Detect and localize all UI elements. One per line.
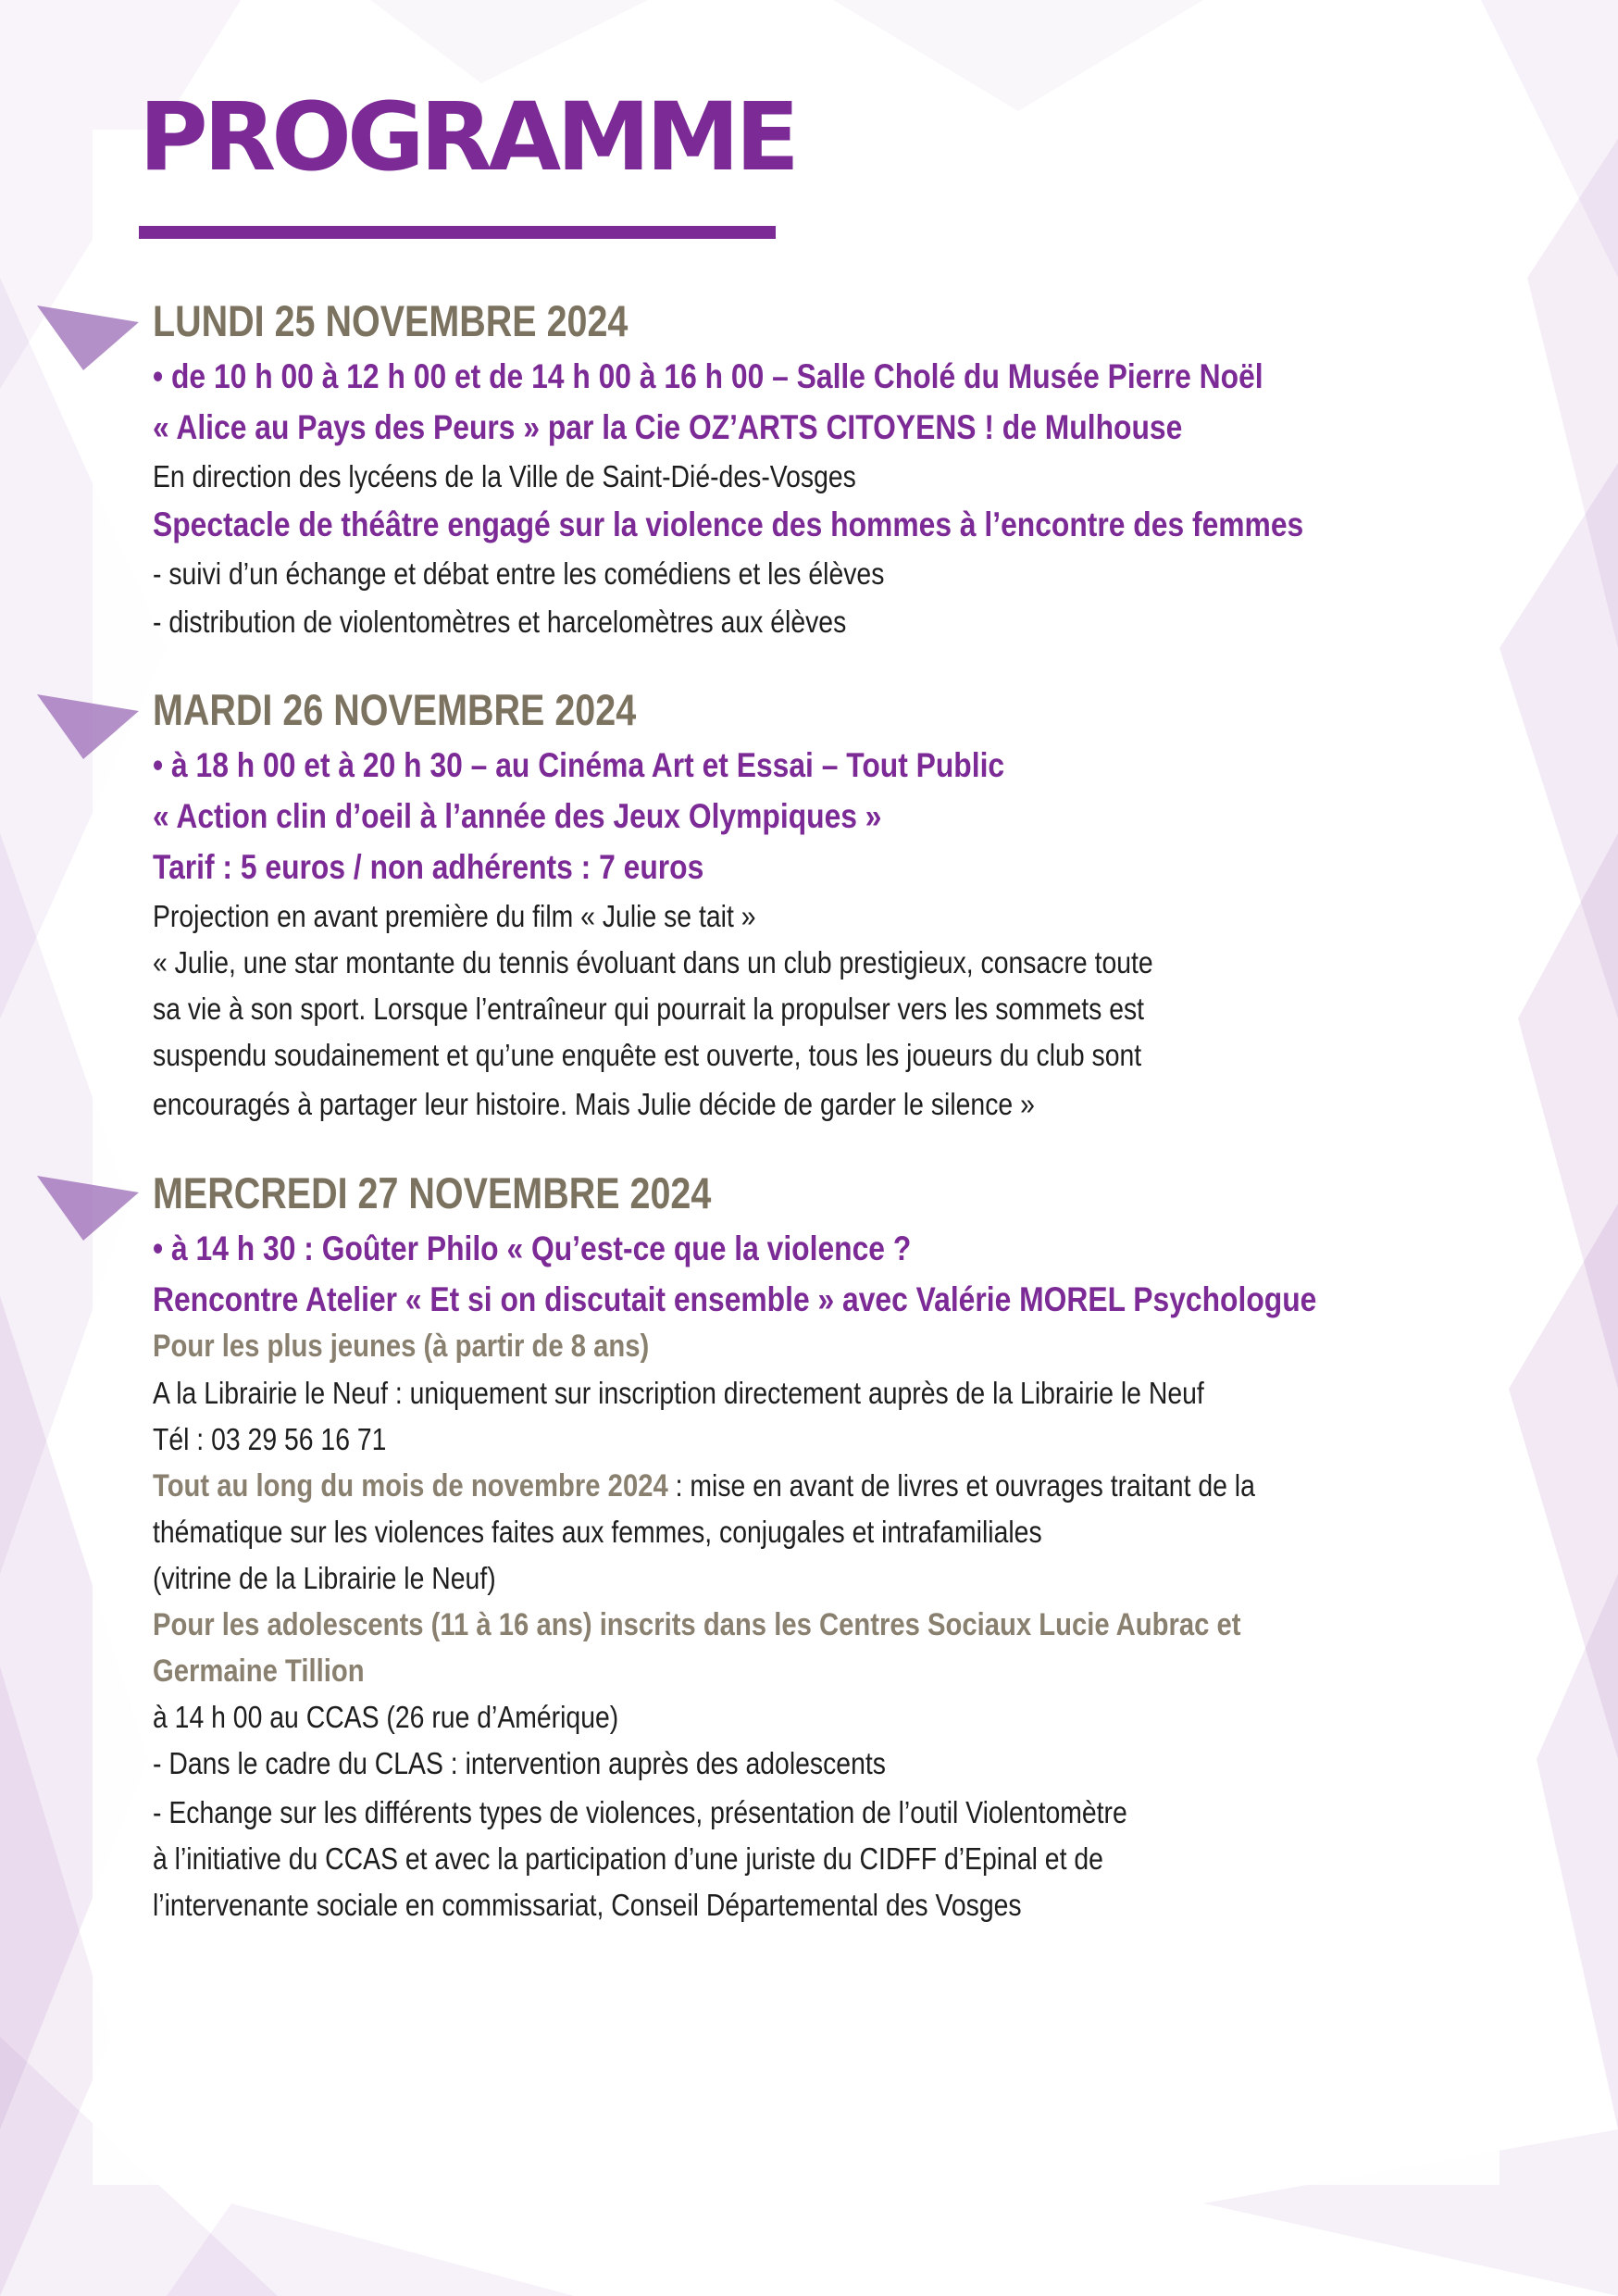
tuesday-price: Tarif : 5 euros / non adhérents : 7 euros [153, 848, 704, 886]
tuesday-synopsis-3: suspendu soudainement et qu’une enquête est ouverte, tous les joueurs du club sont [153, 1038, 1142, 1072]
tuesday-synopsis-1: « Julie, une star montante du tennis évoluant dans un club prestigieux, consacre toute [153, 945, 1153, 980]
monday-show-description: Spectacle de théâtre engagé sur la violence des hommes à l’encontre des femmes [153, 505, 1304, 543]
wednesday-clas: - Dans le cadre du CLAS : intervention auprès des adolescents [153, 1746, 886, 1780]
wednesday-month-line [153, 1467, 1255, 1505]
wednesday-month-label: Tout au long du mois de novembre 2024 [153, 1468, 668, 1504]
tuesday-synopsis-2: sa vie à son sport. Lorsque l’entraîneur qui pourrait la propulser vers les sommets est [153, 992, 1145, 1026]
page-title: PROGRAMME [139, 82, 795, 193]
wednesday-heading: MERCREDI 27 NOVEMBRE 2024 [153, 1168, 712, 1217]
tuesday-synopsis-4: encouragés à partager leur histoire. Mais Julie décide de garder le silence » [153, 1087, 1035, 1121]
wednesday-audience-young: Pour les plus jeunes (à partir de 8 ans) [153, 1329, 650, 1364]
wednesday-exchange-2: à l’initiative du CCAS et avec la participation d’une juriste du CIDFF d’Epinal et de [153, 1841, 1103, 1876]
monday-detail-2: - distribution de violentomètres et harcelomètres aux élèves [153, 605, 847, 639]
tuesday-event-title: « Action clin d’oeil à l’année des Jeux Olympiques » [153, 797, 882, 835]
monday-audience: En direction des lycéens de la Ville de Saint-Dié-des-Vosges [153, 459, 856, 493]
monday-schedule: • de 10 h 00 à 12 h 00 et de 14 h 00 à 16 h 00 – Salle Cholé du Musée Pierre Noël [153, 357, 1263, 395]
tuesday-heading: MARDI 26 NOVEMBRE 2024 [153, 685, 637, 734]
wednesday-schedule: • à 14 h 30 : Goûter Philo « Qu’est-ce que la violence ? [153, 1229, 912, 1267]
wednesday-audience-teens-2: Germaine Tillion [153, 1653, 365, 1689]
triangle-marker-icon [37, 694, 139, 759]
monday-show-title: « Alice au Pays des Peurs » par la Cie OZ’ARTS CITOYENS ! de Mulhouse [153, 408, 1183, 446]
wednesday-phone: Tél : 03 29 56 16 71 [153, 1422, 387, 1456]
title-underline [139, 226, 776, 239]
wednesday-ccas: à 14 h 00 au CCAS (26 rue d’Amérique) [153, 1700, 619, 1734]
tuesday-film: Projection en avant première du film « Julie se tait » [153, 899, 756, 933]
wednesday-exchange-3: l’intervenante sociale en commissariat, Conseil Départemental des Vosges [153, 1888, 1022, 1922]
wednesday-location: A la Librairie le Neuf : uniquement sur inscription directement auprès de la Librairie le Neuf [153, 1376, 1204, 1410]
monday-detail-1: - suivi d’un échange et débat entre les comédiens et les élèves [153, 556, 885, 591]
monday-heading: LUNDI 25 NOVEMBRE 2024 [153, 296, 629, 345]
triangle-marker-icon [37, 1176, 139, 1241]
wednesday-audience-teens: Pour les adolescents (11 à 16 ans) inscrits dans les Centres Sociaux Lucie Aubrac et [153, 1607, 1241, 1642]
wednesday-theme: thématique sur les violences faites aux femmes, conjugales et intrafamiliales [153, 1515, 1042, 1549]
wednesday-window: (vitrine de la Librairie le Neuf) [153, 1561, 496, 1595]
wednesday-month-text: : mise en avant de livres et ouvrages traitant de la [667, 1468, 1255, 1503]
tuesday-schedule: • à 18 h 00 et à 20 h 30 – au Cinéma Art et Essai – Tout Public [153, 746, 1005, 784]
triangle-marker-icon [37, 306, 139, 370]
wednesday-exchange-1: - Echange sur les différents types de violences, présentation de l’outil Violentomètre [153, 1795, 1127, 1829]
wednesday-workshop: Rencontre Atelier « Et si on discutait ensemble » avec Valérie MOREL Psychologue [153, 1280, 1317, 1318]
